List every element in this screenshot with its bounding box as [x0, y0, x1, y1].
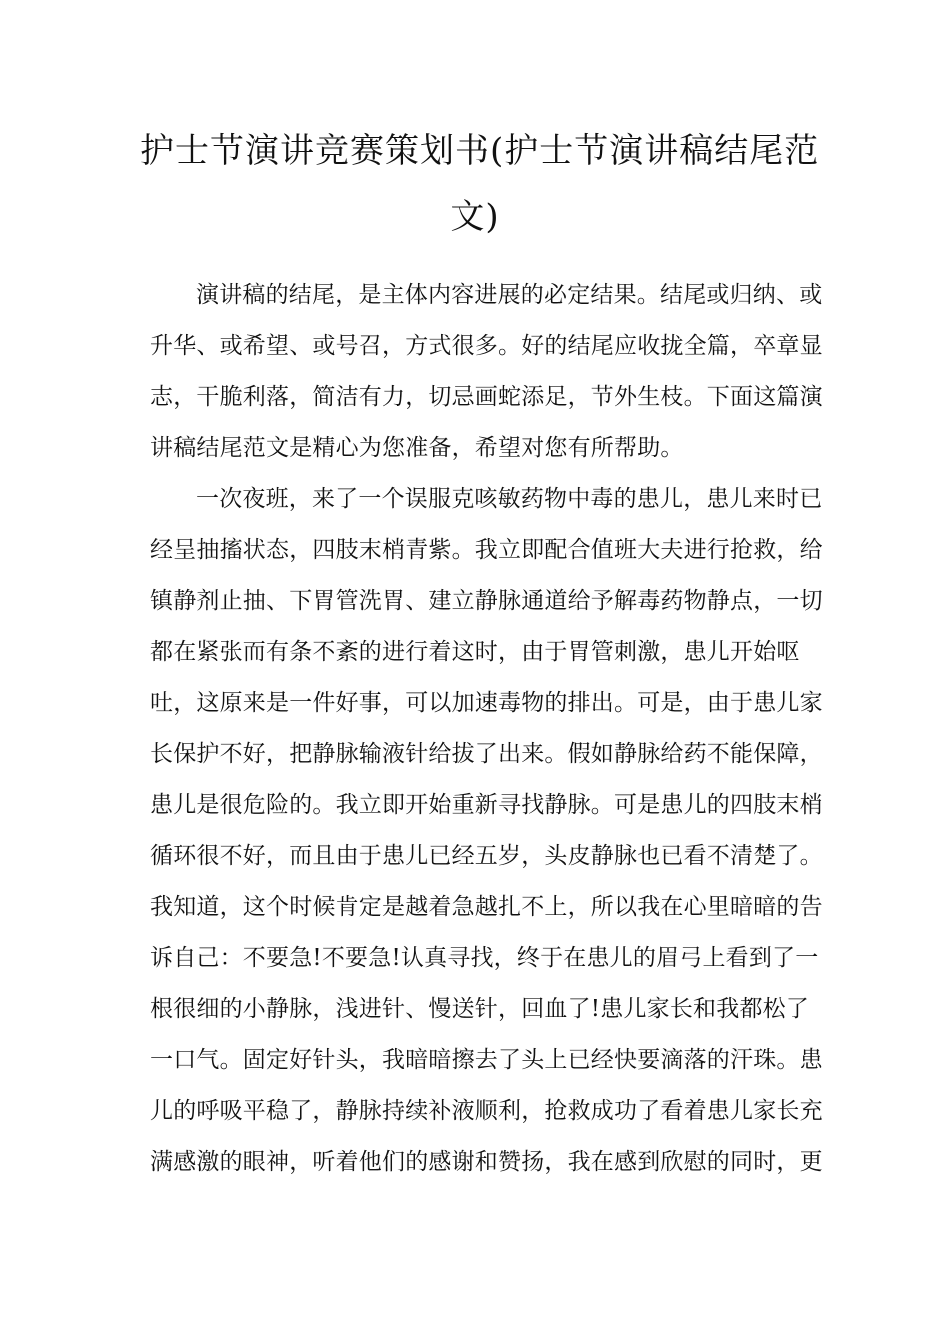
text-line: 我知道，这个时候肯定是越着急越扎不上，所以我在心里暗暗的告	[150, 894, 823, 920]
text-line: 吐，这原来是一件好事，可以加速毒物的排出。可是，由于患儿家	[150, 690, 823, 716]
text-line: 患儿是很危险的。我立即开始重新寻找静脉。可是患儿的四肢末梢	[150, 792, 823, 818]
text-line: 一口气。固定好针头，我暗暗擦去了头上已经快要滴落的汗珠。患	[150, 1047, 823, 1073]
text-line: 循环很不好，而且由于患儿已经五岁，头皮静脉也已看不清楚了。	[150, 843, 823, 869]
text-line: 演讲稿的结尾，是主体内容进展的必定结果。结尾或归纳、或	[196, 282, 823, 308]
text-line: 都在紧张而有条不紊的进行着这时，由于胃管刺激，患儿开始呕	[150, 639, 800, 665]
text-line: 志，干脆利落，简洁有力，切忌画蛇添足，节外生枝。下面这篇演	[150, 384, 823, 410]
text-line: 诉自己：不要急!不要急!认真寻找，终于在患儿的眉弓上看到了一	[150, 945, 819, 971]
text-line: 升华、或希望、或号召，方式很多。好的结尾应收拢全篇，卒章显	[150, 333, 823, 359]
paragraph-intro	[150, 270, 823, 474]
text-line: 根很细的小静脉，浅进针、慢送针，回血了!患儿家长和我都松了	[150, 996, 810, 1022]
text-line: 经呈抽搐状态，四肢末梢青紫。我立即配合值班大夫进行抢救，给	[150, 537, 823, 563]
paragraph-story	[150, 474, 823, 1188]
title-line: 文)	[450, 197, 500, 237]
text-line: 讲稿结尾范文是精心为您准备，希望对您有所帮助。	[150, 435, 684, 461]
text-line: 儿的呼吸平稳了，静脉持续补液顺利，抢救成功了看着患儿家长充	[150, 1098, 823, 1124]
text-line: 满感激的眼神，听着他们的感谢和赞扬，我在感到欣慰的同时，更	[150, 1149, 823, 1175]
text-line: 镇静剂止抽、下胃管洗胃、建立静脉通道给予解毒药物静点，一切	[150, 588, 823, 614]
text-line: 长保护不好，把静脉输液针给拔了出来。假如静脉给药不能保障，	[150, 741, 823, 767]
document-title	[140, 118, 820, 250]
title-line: 护士节演讲竞赛策划书(护士节演讲稿结尾范	[140, 131, 820, 171]
text-line: 一次夜班，来了一个误服克咳敏药物中毒的患儿，患儿来时已	[196, 486, 823, 512]
document-body	[150, 270, 823, 1188]
